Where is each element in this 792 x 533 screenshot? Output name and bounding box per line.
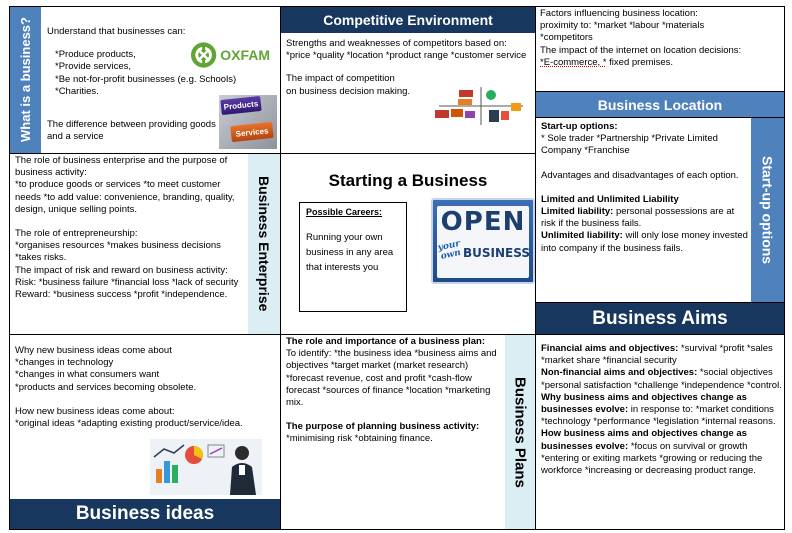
location-factors-section xyxy=(535,6,785,92)
financial-aims-text: *survival *profit *sales *market share *financial security xyxy=(541,343,773,367)
competition-impact-line: The impact of competition xyxy=(286,73,395,85)
starting-business-title: Starting a Business xyxy=(328,171,488,190)
limited-liability-term: Limited liability: xyxy=(541,206,614,218)
competitor-products-image xyxy=(431,85,525,127)
business-ideas-title: Business ideas xyxy=(10,499,280,529)
business-aims-content xyxy=(541,343,783,477)
fixed-premises-text: fixed premises. xyxy=(606,56,674,68)
risk-reward-heading: The impact of risk and reward on business activity: xyxy=(15,264,228,276)
startup-options-content xyxy=(541,121,749,255)
business-aims-section xyxy=(535,334,785,530)
why-aims-change-line xyxy=(541,392,783,429)
internet-impact-line: The impact of the internet on location decisions: xyxy=(540,44,742,56)
business-ideas-presenter-image xyxy=(150,439,262,495)
oxfam-symbol-icon xyxy=(190,41,217,69)
enterprise-role-heading: The role of business enterprise and the purpose of business activity: xyxy=(15,155,228,179)
bullet-services: *Provide services, xyxy=(55,61,132,73)
why-aims-change-text: in response to: *market conditions *technology *performance *legislation *internal reasons. xyxy=(541,404,776,428)
location-proximity-line: proximity to: *market *labour *materials xyxy=(540,20,705,32)
business-plan-role-heading: The role and importance of a business plan: xyxy=(286,336,486,347)
how-ideas-heading: How new business ideas come about: xyxy=(15,405,175,417)
charts-presenter-graphic xyxy=(150,439,262,495)
goods-vs-service: The difference between providing goods and a service xyxy=(47,119,216,143)
what-is-business-intro: Understand that businesses can: xyxy=(47,26,186,37)
business-plans-label: Business Plans xyxy=(505,335,535,529)
how-aims-change-line xyxy=(541,428,783,477)
location-competitors-line: *competitors xyxy=(540,32,593,44)
ecommerce-line xyxy=(540,57,784,69)
possible-careers-heading: Possible Careers: xyxy=(306,207,383,217)
startup-options-label: Start-up options xyxy=(751,118,784,302)
products-services-keyboard-image xyxy=(219,95,277,149)
competitive-environment-section xyxy=(280,6,536,154)
sign-your-own-text: your own xyxy=(436,238,462,262)
unlimited-liability-term: Unlimited liability: xyxy=(541,230,623,242)
entrepreneurship-heading: The role of entrepreneurship: xyxy=(15,228,138,240)
how-ideas-list: *original ideas *adapting existing product/service/idea. xyxy=(15,418,243,430)
competitor-strengths-line: Strengths and weaknesses of competitors based on: xyxy=(286,38,507,49)
startup-options-section xyxy=(535,117,785,303)
risk-line: Risk: *business failure *financial loss *lack of security xyxy=(15,276,239,288)
limited-liability-text: personal possessions are at risk if the business fails. xyxy=(541,206,735,230)
sign-open-text: OPEN xyxy=(440,207,526,237)
competitor-factors-line: *price *quality *location *product range *customer service xyxy=(286,50,527,62)
open-your-own-business-image xyxy=(431,198,535,284)
bullet-not-for-profit: *Be not-for-profit businesses (e.g. Schools) xyxy=(55,73,237,85)
startup-options-heading: Start-up options: xyxy=(541,121,618,132)
sign-business-text: BUSINESS xyxy=(463,246,530,260)
financial-aims-term: Financial aims and objectives: xyxy=(541,343,679,354)
how-aims-change-text: *focus on survival or growth *entering or exiting markets *growing or reducing the workforce *increasing or decreasing product range. xyxy=(541,440,763,477)
location-factors-content xyxy=(540,8,784,69)
financial-aims-line xyxy=(541,343,783,367)
why-ideas-heading: Why new business ideas come about xyxy=(15,345,172,356)
business-plan-identify-list: To identify: *the business idea *business aims and objectives *target market (market research) *forecast revenue, cost and profit *cash-flow forecast *sources of finance *location *marketing mix. xyxy=(286,348,497,409)
startup-options-list: * Sole trader *Partnership *Private Limited Company *Franchise xyxy=(541,133,718,157)
product-collage-graphic xyxy=(431,85,525,127)
non-financial-aims-line xyxy=(541,367,783,391)
unlimited-liability-text: will only lose money invested into company if the business fails. xyxy=(541,230,748,254)
business-location-title: Business Location xyxy=(535,91,785,118)
business-enterprise-label: Business Enterprise xyxy=(248,154,280,334)
entrepreneurship-list: *organises resources *makes business decisions *takes risks. xyxy=(15,240,221,264)
business-plans-section xyxy=(280,334,536,530)
business-aims-title: Business Aims xyxy=(535,302,785,335)
possible-careers-box xyxy=(299,202,407,312)
planning-purpose-list: *minimising risk *obtaining finance. xyxy=(286,433,433,445)
what-is-business-label: What is a business? xyxy=(10,7,41,153)
services-key: Services xyxy=(230,122,273,142)
competition-decision-line: on business decision making. xyxy=(286,85,411,97)
planning-purpose-heading: The purpose of planning business activity: xyxy=(286,421,480,433)
bullet-charities: *Charities. xyxy=(55,85,99,97)
ideas-obsolete-line: *products and services becoming obsolete. xyxy=(15,381,197,393)
ideas-technology-line: *changes in technology xyxy=(15,357,114,369)
business-ideas-section xyxy=(9,334,281,530)
oxfam-wordmark: OXFAM xyxy=(220,47,270,63)
what-is-business-section xyxy=(9,6,281,154)
advantages-disadvantages-line: Advantages and disadvantages of each option. xyxy=(541,169,739,181)
possible-careers-text: Running your own business in any area that interests you xyxy=(306,232,394,273)
business-enterprise-section xyxy=(9,153,281,335)
competitive-environment-title: Competitive Environment xyxy=(281,7,535,33)
reward-line: Reward: *business success *profit *independence. xyxy=(15,289,228,301)
liability-heading: Limited and Unlimited Liability xyxy=(541,193,679,205)
enterprise-purpose-list: *to produce goods or services *to meet customer needs *to add value: convenience, branding, quality, design, unique selling points. xyxy=(15,179,235,215)
business-enterprise-content xyxy=(15,155,247,301)
unlimited-liability-line xyxy=(541,230,749,254)
location-factors-heading: Factors influencing business location: xyxy=(540,8,698,19)
ideas-consumers-line: *changes in what consumers want xyxy=(15,369,160,381)
oxfam-logo xyxy=(190,40,270,70)
limited-liability-line xyxy=(541,206,749,230)
products-key: Products xyxy=(220,96,261,115)
non-financial-aims-term: Non-financial aims and objectives: xyxy=(541,367,698,379)
why-aims-change-term: Why business aims and objectives change as businesses evolve: xyxy=(541,391,747,416)
business-plans-content xyxy=(286,336,504,446)
how-aims-change-term: How business aims and objectives change as businesses evolve: xyxy=(541,428,747,452)
starting-business-section xyxy=(280,153,536,335)
non-financial-aims-text: *social objectives *personal satisfaction *challenge *independence *control. xyxy=(541,367,782,391)
bullet-produce: *Produce products, xyxy=(55,49,136,61)
business-ideas-content xyxy=(15,345,277,430)
ecommerce-text: *E-commerce, * xyxy=(540,56,607,68)
